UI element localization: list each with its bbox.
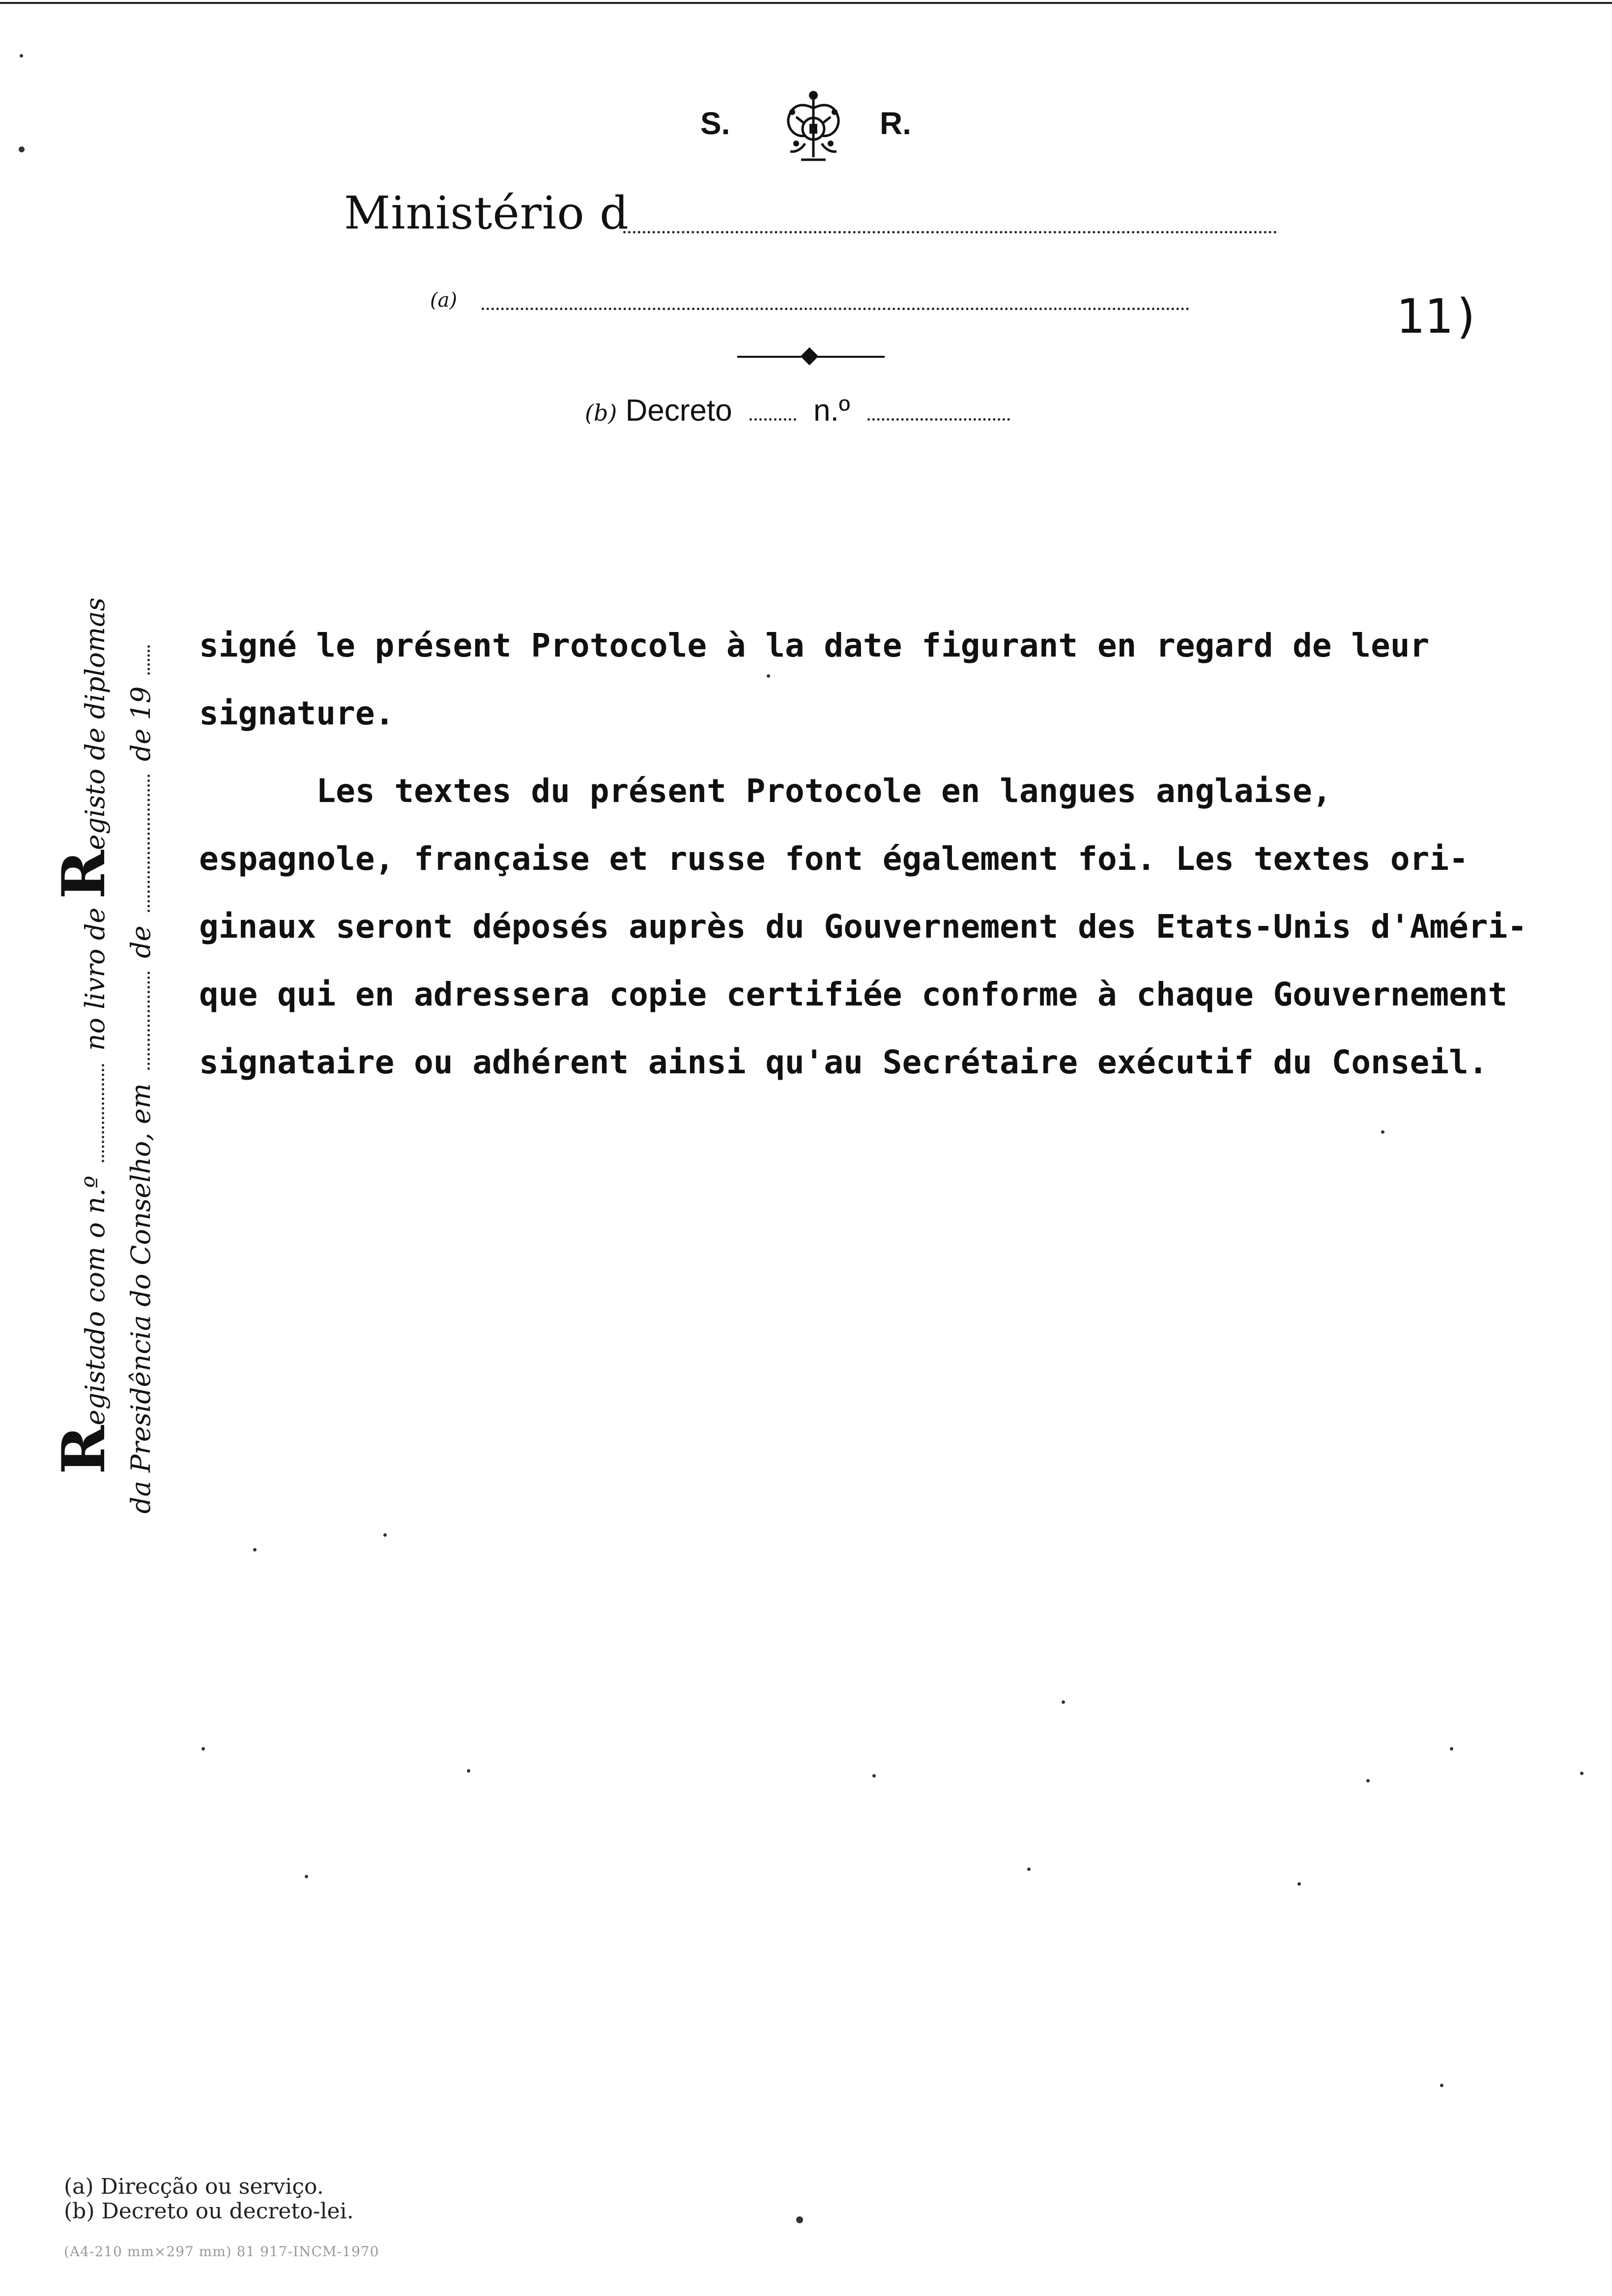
scan-speck [1381,1130,1384,1134]
ministry-fill-line [623,231,1277,233]
body-line: ginaux seront déposés auprès du Gouvernement des Etats-Unis d'Améri- [199,908,1527,946]
registry-text-b: no livro de [80,907,111,1051]
decree-number-blank [867,418,1010,421]
scan-speck [1366,1779,1370,1782]
decree-marker: (b) [585,400,617,426]
body-line: espagnole, française et russe font également foi. Les textes ori- [199,840,1468,878]
scan-speck [1580,1772,1583,1775]
registry-text-a: egistado com o n.º [80,1176,111,1426]
registry-text-d: da Presidência do Conselho, em [125,1083,156,1514]
scan-speck [1062,1700,1065,1704]
footnote-a: (a) Direcção ou serviço. [64,2174,324,2199]
header-right-letter: R. [880,106,911,141]
body-line: Les textes du présent Protocole en langues anglaise, [199,772,1332,810]
body-line: signé le présent Protocole à la date figurant en regard de leur [199,627,1430,664]
registry-initial: R [49,1425,118,1474]
decree-row [585,393,1010,428]
registry-year-blank [147,645,150,675]
scan-speck [383,1533,387,1537]
print-reference: (A4-210 mm×297 mm) 81 917-INCM-1970 [64,2243,379,2260]
scan-speck [1027,1867,1031,1871]
decree-label: Decreto [625,394,732,428]
registry-margin-line-1 [49,598,118,1474]
scan-speck [202,1747,205,1751]
divider-diamond-icon [801,347,819,366]
ministry-label: Ministério d [344,187,629,239]
scan-speck [872,1774,876,1778]
scan-speck [767,674,770,678]
scan-speck [1450,1747,1453,1751]
body-line: signature. [199,694,395,732]
page-number: 11) [1396,289,1481,344]
decree-number-label: n.º [813,394,850,428]
direction-fill-line [482,308,1189,310]
scan-speck [19,146,25,152]
registry-text-f: de 19 [125,686,156,762]
scan-speck [1297,1882,1301,1886]
registry-initial-2: R [49,850,118,899]
registry-month-blank [147,775,150,912]
registry-day-blank [147,972,150,1070]
body-line: signataire ou adhérent ainsi qu'au Secrétaire exécutif du Conseil. [199,1043,1488,1081]
top-border [0,2,1612,4]
portuguese-republic-crest-icon [781,88,845,167]
scan-speck [305,1875,308,1878]
scan-speck [467,1769,470,1773]
footnote-b: (b) Decreto ou decreto-lei. [64,2199,354,2224]
registry-margin-line-2 [125,645,156,1514]
scan-speck [796,2216,803,2223]
protocol-text [199,612,1600,1096]
registry-number-blank [102,1064,104,1162]
direction-marker: (a) [430,289,458,312]
scan-speck [253,1548,257,1551]
body-line: que qui en adressera copie certifiée conforme à chaque Gouvernement [199,976,1508,1013]
registry-text-e: de [125,925,156,958]
decree-type-blank [749,418,796,421]
header-left-letter: S. [700,106,730,141]
scan-speck [1440,2084,1443,2087]
footnotes [64,2175,354,2224]
registry-text-c: egisto de diplomas [80,597,111,850]
scan-speck [20,54,23,57]
